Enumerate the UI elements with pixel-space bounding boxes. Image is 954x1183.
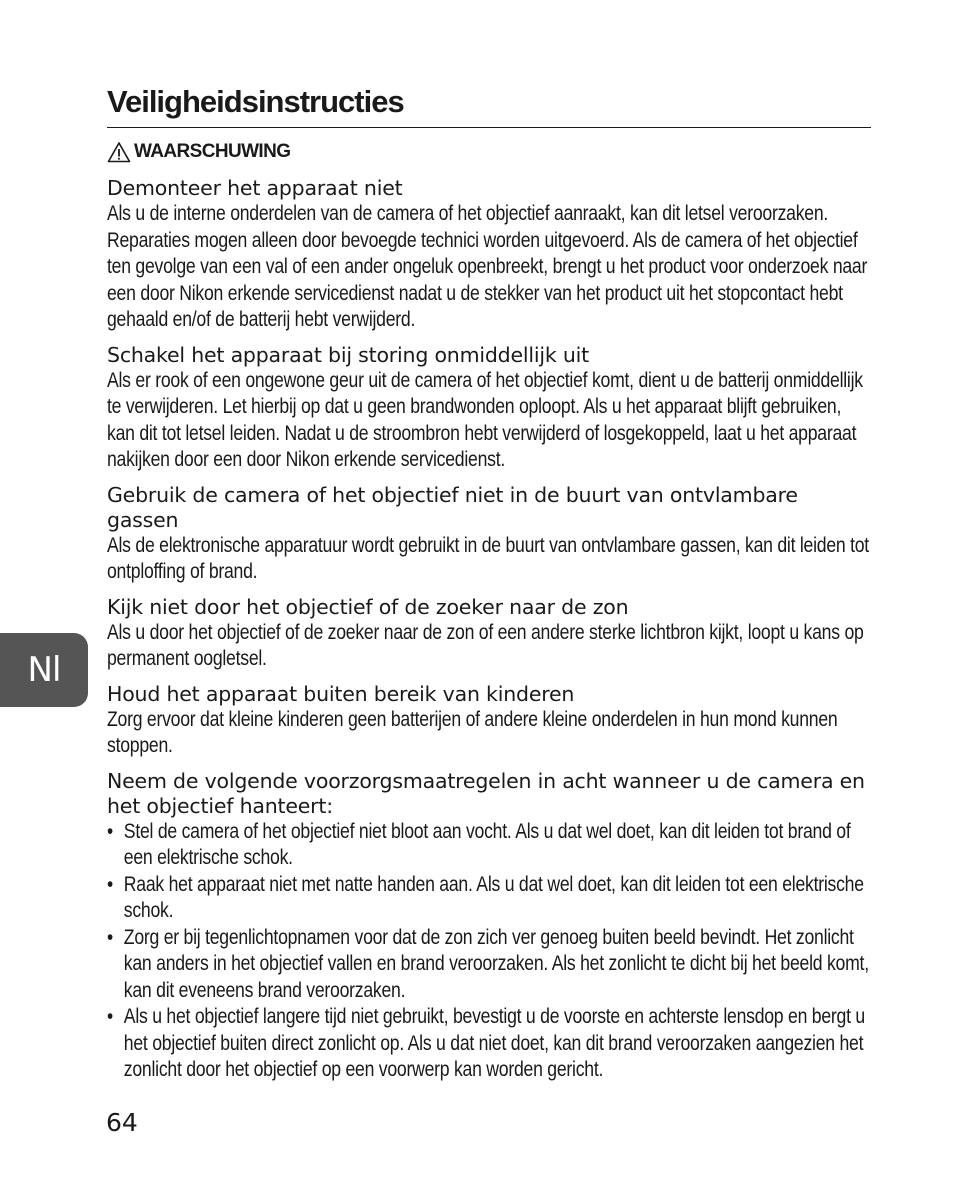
- instructions-content: [107, 176, 871, 1093]
- section-handling: [107, 769, 871, 1084]
- section-heading: Neem de volgende voorzorgsmaatregelen in acht wanneer u de camera en het objectief hanteert:: [107, 768, 865, 818]
- section-heading: Houd het apparaat buiten bereik van kinderen: [107, 681, 575, 706]
- warning-triangle-icon: [107, 141, 131, 163]
- warning-header: [107, 139, 290, 165]
- section-body: Als er rook of een ongewone geur uit de camera of het objectief komt, dient u de batterij onmiddellijk te verwijderen. Let hierbij op dat u geen brandwonden oploopt. Als u het apparaat blijft gebruiken, kan dit tot letsel leiden. Nadat u de stroombron hebt verwijderd of losgekoppeld, laat u het apparaat nakijken door een door Nikon erkende servicedienst.: [107, 368, 863, 471]
- title-divider: [107, 127, 871, 128]
- section-children: [107, 682, 871, 760]
- section-body: Als u de interne onderdelen van de camera of het objectief aanraakt, kan dit letsel veroorzaken. Reparaties mogen alleen door bevoegde technici worden uitgevoerd. Als de camera of het objectief ten gevolge van een val of een ander ongeluk openbreekt, brengt u het product voor onderzoek naar een door Nikon erkende servicedienst nadat u de stekker van het product uit het stopcontact hebt gehaald en/of de batterij hebt verwijderd.: [107, 202, 868, 331]
- section-heading: Schakel het apparaat bij storing onmiddellijk uit: [107, 342, 589, 367]
- bullet-icon: •: [107, 1005, 113, 1028]
- page-title: Veiligheidsinstructies: [107, 84, 404, 119]
- bullet-icon: •: [107, 925, 113, 949]
- list-item-text: Zorg er bij tegenlichtopnamen voor dat de zon zich ver genoeg buiten beeld bevindt. Het zonlicht kan anders in het objectief vallen en brand veroorzaken. Als het zonlicht te dicht bij het beeld komt, kan dit eveneens brand veroorzaken.: [123, 925, 869, 1002]
- list-item-text: Als u het objectief langere tijd niet gebruikt, bevestigt u de voorste en achterste lensdop en bergt u het objectief buiten direct zonlicht op. Als u dat niet doet, kan dit brand veroorzaken aangezien het zonlicht door het objectief op een voorwerp kan worden gericht.: [123, 1005, 865, 1081]
- section-flammable-gas: [107, 483, 871, 586]
- section-malfunction: [107, 343, 871, 474]
- page-number: 64: [106, 1108, 138, 1137]
- list-item: [107, 819, 871, 872]
- section-body: Zorg ervoor dat kleine kinderen geen batterijen of andere kleine onderdelen in hun mond kunnen stoppen.: [107, 707, 838, 757]
- section-heading: Demonteer het apparaat niet: [107, 176, 403, 200]
- list-item: [107, 1004, 871, 1084]
- section-disassemble: [107, 176, 871, 334]
- bullet-icon: •: [107, 819, 113, 843]
- section-heading: Gebruik de camera of het objectief niet in de buurt van ontvlambare gassen: [107, 482, 798, 532]
- warning-label: WAARSCHUWING: [134, 141, 291, 162]
- section-heading: Kijk niet door het objectief of de zoeker naar de zon: [107, 594, 629, 619]
- section-sun: [107, 595, 871, 673]
- bullet-icon: •: [107, 872, 113, 896]
- section-body: Als u door het objectief of de zoeker naar de zon of een andere sterke lichtbron kijkt, loopt u kans op permanent oogletsel.: [107, 620, 864, 670]
- list-item: [107, 925, 871, 1005]
- language-tab: Nl: [0, 633, 88, 707]
- handling-list: [107, 819, 871, 1084]
- list-item-text: Stel de camera of het objectief niet bloot aan vocht. Als u dat wel doet, kan dit leiden tot brand of een elektrische schok.: [123, 819, 851, 869]
- section-body: Als de elektronische apparatuur wordt gebruikt in de buurt van ontvlambare gassen, kan dit leiden tot ontploffing of brand.: [107, 533, 869, 583]
- list-item: [107, 872, 871, 925]
- list-item-text: Raak het apparaat niet met natte handen aan. Als u dat wel doet, kan dit leiden tot een elektrische schok.: [123, 872, 864, 922]
